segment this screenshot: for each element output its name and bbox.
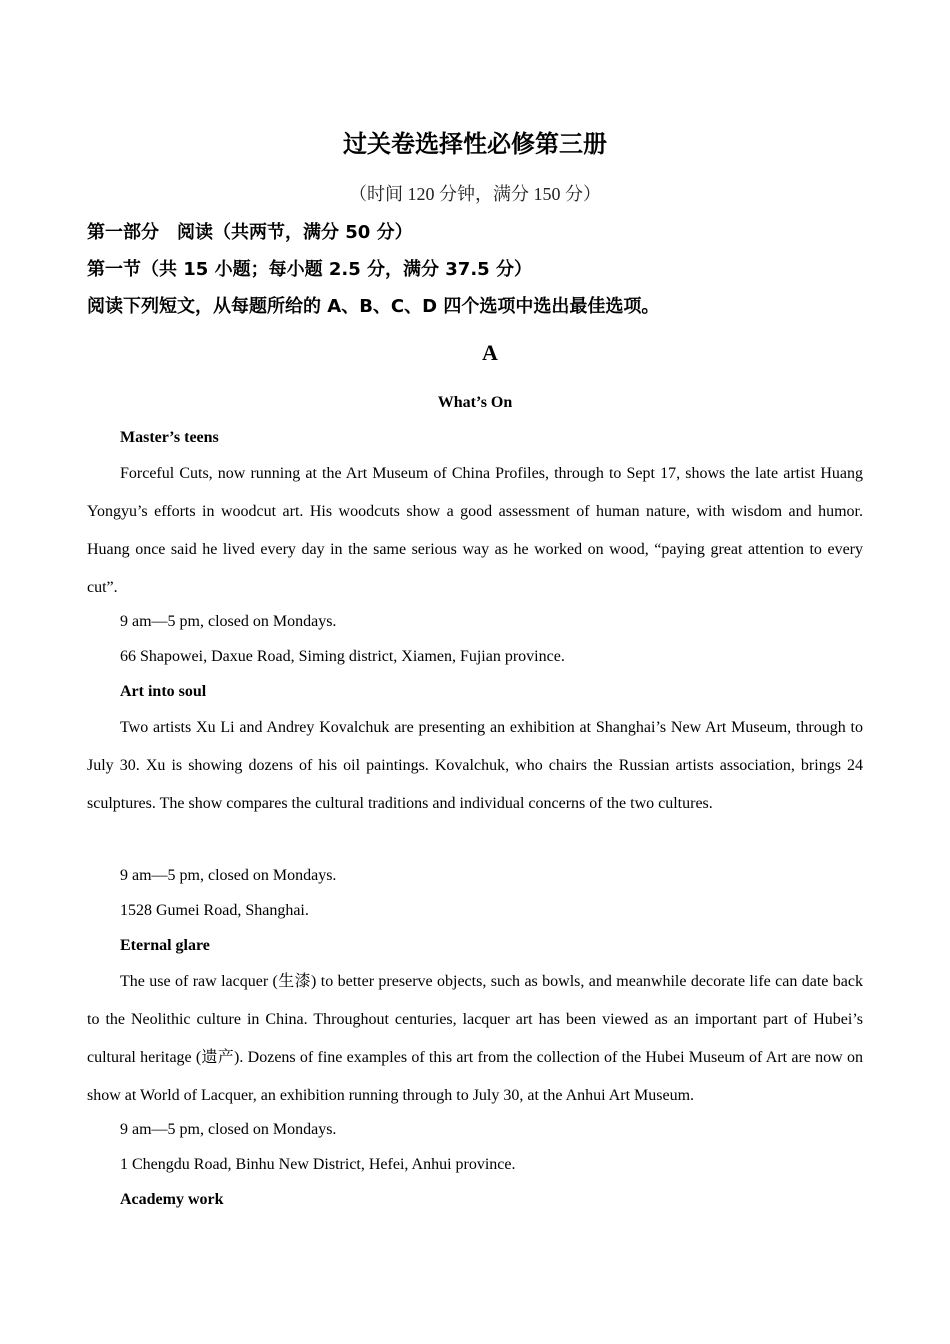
exhibit-heading: Master’s teens: [120, 429, 219, 446]
passage-letter: A: [482, 340, 498, 365]
exhibit-heading: Academy work: [120, 1191, 224, 1208]
exam-time-info: （时间 120 分钟，满分 150 分）: [349, 184, 601, 204]
exhibit-hours: 9 am—5 pm, closed on Mondays.: [120, 867, 337, 884]
exhibit-heading: Eternal glare: [120, 937, 210, 954]
exhibit-description: Forceful Cuts, now running at the Art Museum of China Profiles, through to Sept 17, shows the late artist Huang Yongyu’s efforts in woodcut art. His woodcuts show a good assessment of human nature, with wisdom and humor. Huang once said he lived every day in the same serious way as he worked on wood, “paying great attention to every cut”.: [87, 465, 863, 596]
passage-title: What’s On: [437, 394, 513, 411]
page-title: 过关卷选择性必修第三册: [343, 130, 607, 158]
exhibit-description: Two artists Xu Li and Andrey Kovalchuk are presenting an exhibition at Shanghai’s New Art Museum, through to July 30. Xu is showing dozens of his oil paintings. Kovalchuk, who chairs the Russian artists association, brings 24 sculptures. The show compares the cultural traditions and individual concerns of the two cultures.: [87, 719, 863, 812]
section-heading: 第一节（共 15 小题；每小题 2.5 分，满分 37.5 分）: [87, 259, 532, 280]
exhibit-address: 1 Chengdu Road, Binhu New District, Hefei, Anhui province.: [120, 1156, 516, 1173]
exhibit-address: 66 Shapowei, Daxue Road, Siming district, Xiamen, Fujian province.: [120, 648, 565, 665]
instruction-text: 阅读下列短文，从每题所给的 A、B、C、D 四个选项中选出最佳选项。: [87, 296, 660, 317]
exhibit-description: The use of raw lacquer (生漆) to better preserve objects, such as bowls, and meanwhile decorate life can date back to the Neolithic culture in China. Throughout centuries, lacquer art has been viewed as an important part of Hubei’s cultural heritage (遗产). Dozens of fine examples of this art from the collection of the Hubei Museum of Art are now on show at World of Lacquer, an exhibition running through to July 30, at the Anhui Art Museum.: [87, 973, 863, 1104]
exhibit-heading: Art into soul: [120, 683, 207, 700]
exhibit-hours: 9 am—5 pm, closed on Mondays.: [120, 613, 337, 630]
exhibit-address: 1528 Gumei Road, Shanghai.: [120, 902, 309, 919]
exhibit-hours: 9 am—5 pm, closed on Mondays.: [120, 1121, 337, 1138]
part-heading: 第一部分 阅读（共两节，满分 50 分）: [87, 222, 413, 243]
